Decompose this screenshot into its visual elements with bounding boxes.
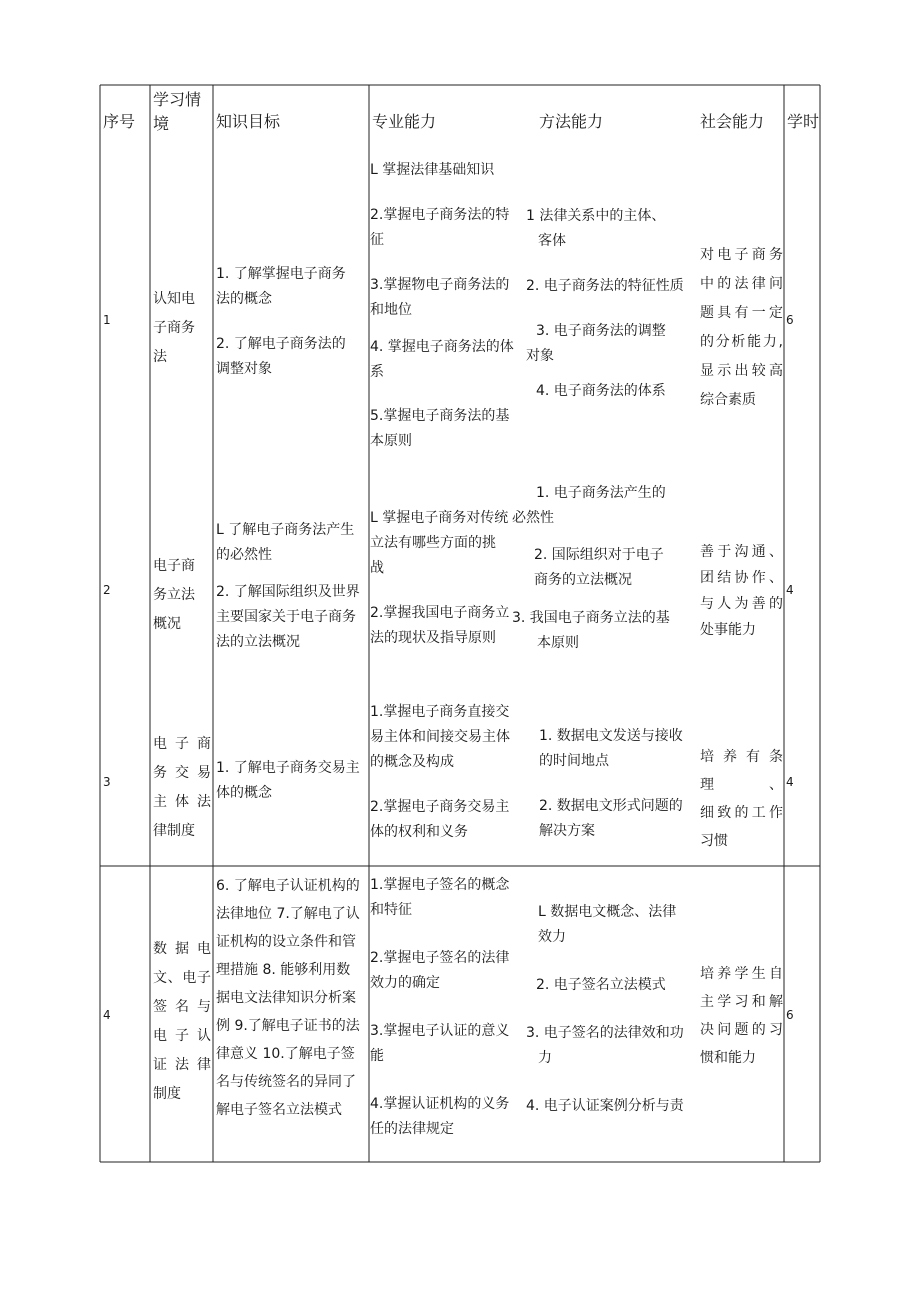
header-knowledge: 知识目标 [216, 112, 281, 131]
header-hours: 学时 [787, 112, 820, 131]
row-1-professional: L 掌握法律基础知识 2.掌握电子商务法的特 征 3.掌握物电子商务法的 和地位 4. 掌握电子商务法的体 系 5.掌握电子商务法的基 本原则 [370, 162, 514, 449]
row-1-hours: 6 [786, 313, 794, 327]
row-2-index: 2 [103, 583, 111, 597]
row-3-situation: 电 子 商 务 交 易 主 体 法 律制度 [153, 736, 211, 839]
header-index: 序号 [103, 112, 136, 131]
row-1-social: 对电子商务 中的法律问 题具有一定 的分析能力, 显示出较高 综合素质 [700, 247, 783, 408]
row-1-knowledge: 1. 了解掌握电子商务 法的概念 2. 了解电子商务法的 调整对象 [216, 266, 346, 377]
row-4-situation: 数 据 电 文、电子 签 名 与 电 子 认 证 法 律 制度 [153, 941, 211, 1102]
row-4-hours: 6 [786, 1008, 794, 1022]
row-4-social: 培养学生自 主学习和解 决问题的习 惯和能力 [700, 966, 783, 1066]
row-3-index: 3 [103, 775, 111, 789]
row-4-method: L 数据电文概念、法律 效力 2. 电子签名立法模式 3. 电子签名的法律效和功 力 4. 电子认证案例分析与责 [526, 904, 684, 1114]
row-1-situation: 认知电 子商务 法 [153, 291, 195, 365]
row-1-method: 1 法律关系中的主体、 客体 2. 电子商务法的特征性质 3. 电子商务法的调整 对象 4. 电子商务法的体系 [526, 208, 684, 399]
row-3-social: 培养有条理、 细致的工作 习惯 [700, 749, 783, 849]
header-social: 社会能力 [700, 112, 765, 131]
row-4-professional: 1.掌握电子签名的概念 和特征 2.掌握电子签名的法律 效力的确定 3.掌握电子认证的意义 能 4.掌握认证机构的义务 任的法律规定 [370, 877, 510, 1137]
header-method: 方法能力 [539, 112, 604, 131]
row-3-method: 1. 数据电文发送与接收 的时间地点 2. 数据电文形式问题的 解决方案 [539, 728, 683, 839]
row-3-knowledge: 1. 了解电子商务交易主 体的概念 [216, 760, 360, 801]
row-1-index: 1 [103, 313, 111, 327]
row-3-hours: 4 [786, 775, 794, 789]
header-situation: 学习情境 [153, 90, 202, 133]
row-2-hours: 4 [786, 583, 794, 597]
row-2-method: 1. 电子商务法产生的 必然性 2. 国际组织对于电子 商务的立法概况 3. 我国电子商务立法的基 本原则 [512, 485, 670, 651]
row-4-knowledge: 6. 了解电子认证机构的 法律地位 7.了解电了认 证机构的设立条件和管 理措施 8. 能够利用数 据电文法律知识分析案 例 9.了解电子证书的法 律意义 10.了解电子签 名与传统签名的异同了 解电子签名立法模式 [216, 878, 360, 1118]
row-4-index: 4 [103, 1008, 111, 1022]
row-2-knowledge: L 了解电子商务法产生 的必然性 2. 了解国际组织及世界 主要国家关于电子商务 法的立法概况 [216, 522, 360, 650]
row-2-social: 善于沟通、 团结协作、 与人为善的 处事能力 [700, 544, 783, 638]
row-2-professional: L 掌握电子商务对传统 立法有哪些方面的挑 战 2.掌握我国电子商务立 法的现状及指导原则 [370, 510, 510, 646]
row-2-situation: 电子商 务立法 概况 [153, 558, 195, 632]
header-professional: 专业能力 [372, 112, 437, 131]
row-3-professional: 1.掌握电子商务直接交 易主体和间接交易主体 的概念及构成 2.掌握电子商务交易主 体的权利和义务 [370, 704, 510, 840]
